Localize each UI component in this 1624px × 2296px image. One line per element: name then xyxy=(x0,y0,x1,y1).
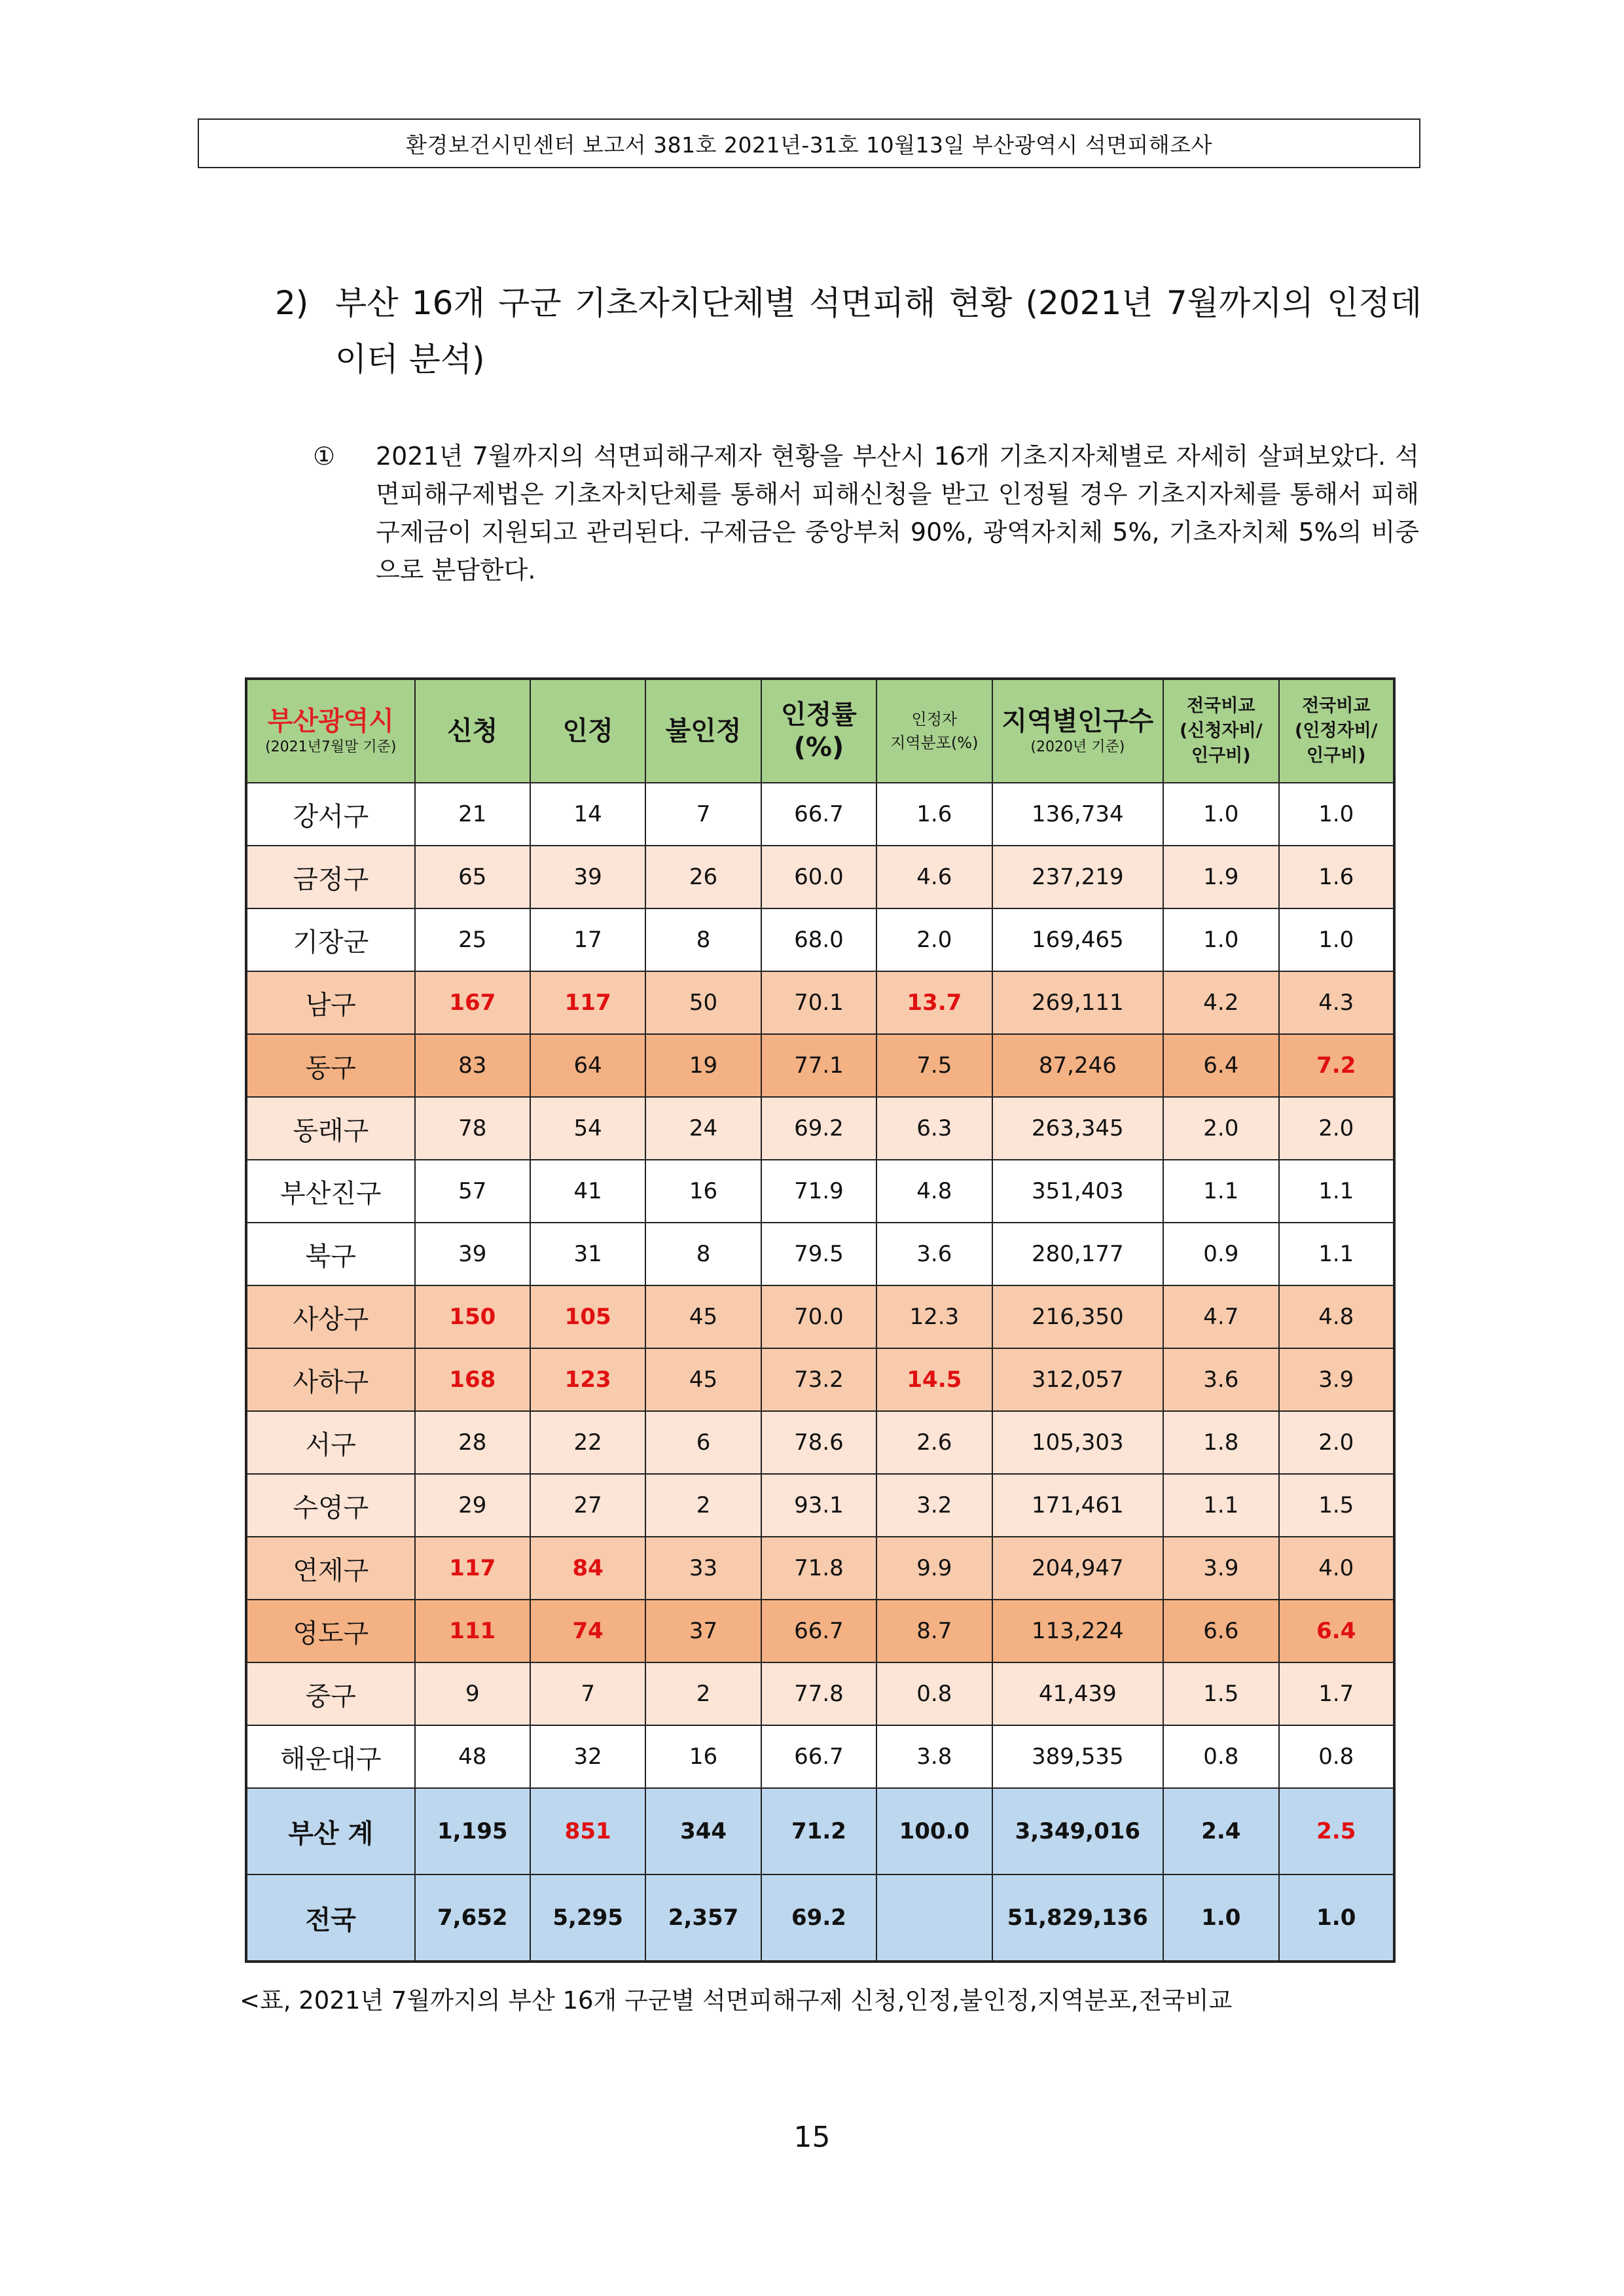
cell-dist: 7.5 xyxy=(876,1034,992,1097)
cell-approved: 39 xyxy=(530,846,645,908)
table-row xyxy=(246,1662,1394,1725)
cell-region: 영도구 xyxy=(246,1600,415,1662)
cell-rejected: 6 xyxy=(645,1411,761,1474)
cell-cmp-appr: 7.2 xyxy=(1279,1034,1394,1097)
table-row xyxy=(246,1034,1394,1097)
header-rate: 인정률 (%) xyxy=(761,679,876,783)
section-number: 2) xyxy=(275,284,309,322)
cell-dist: 8.7 xyxy=(876,1600,992,1662)
cell-apply: 57 xyxy=(415,1160,530,1223)
section-title-text: 부산 16개 구군 기초자치단체별 석면피해 현황 (2021년 7월까지의 인정데이터 분석) xyxy=(335,284,1422,378)
cell-rejected: 344 xyxy=(645,1788,761,1874)
cell-rejected: 2,357 xyxy=(645,1874,761,1962)
cell-dist: 13.7 xyxy=(876,971,992,1034)
cell-region: 남구 xyxy=(246,971,415,1034)
cell-apply: 78 xyxy=(415,1097,530,1160)
paragraph-text: 2021년 7월까지의 석면피해구제자 현황을 부산시 16개 기초지자체별로 자세히 살펴보았다. 석면피해구제법은 기초자치단체를 통해서 피해신청을 받고 인정될 경우 기초지자체를 통해서 피해구제금이 지원되고 관리된다. 구제금은 중앙부처 90%, 광역자치체 5%, 기초자치체 5%의 비중으로 분담한다. xyxy=(376,442,1419,584)
cell-pop: 41,439 xyxy=(992,1662,1164,1725)
cell-apply: 28 xyxy=(415,1411,530,1474)
cell-pop: 351,403 xyxy=(992,1160,1164,1223)
cell-approved: 54 xyxy=(530,1097,645,1160)
cell-dist: 3.8 xyxy=(876,1725,992,1788)
cell-pop: 3,349,016 xyxy=(992,1788,1164,1874)
cell-region: 사상구 xyxy=(246,1285,415,1348)
cell-cmp-apply: 4.7 xyxy=(1163,1285,1278,1348)
cell-rate: 69.2 xyxy=(761,1874,876,1962)
cell-approved: 123 xyxy=(530,1348,645,1411)
cell-rejected: 2 xyxy=(645,1474,761,1537)
table-row xyxy=(246,1348,1394,1411)
cell-pop: 51,829,136 xyxy=(992,1874,1164,1962)
cell-cmp-apply: 2.4 xyxy=(1163,1788,1278,1874)
cell-pop: 216,350 xyxy=(992,1285,1164,1348)
cell-dist: 2.6 xyxy=(876,1411,992,1474)
cell-approved: 5,295 xyxy=(530,1874,645,1962)
asbestos-data-table xyxy=(245,677,1396,1963)
cell-dist: 9.9 xyxy=(876,1537,992,1600)
cell-cmp-appr: 2.0 xyxy=(1279,1097,1394,1160)
cell-cmp-apply: 0.9 xyxy=(1163,1223,1278,1285)
cell-apply: 117 xyxy=(415,1537,530,1600)
cell-region: 동구 xyxy=(246,1034,415,1097)
cell-cmp-apply: 3.6 xyxy=(1163,1348,1278,1411)
cell-cmp-appr: 3.9 xyxy=(1279,1348,1394,1411)
cell-dist: 12.3 xyxy=(876,1285,992,1348)
cell-cmp-appr: 4.3 xyxy=(1279,971,1394,1034)
header-population: 지역별인구수 (2020년 기준) xyxy=(992,679,1164,783)
cell-dist: 0.8 xyxy=(876,1662,992,1725)
table-row xyxy=(246,971,1394,1034)
cell-rate: 71.8 xyxy=(761,1537,876,1600)
cell-approved: 27 xyxy=(530,1474,645,1537)
table-row xyxy=(246,1097,1394,1160)
cell-pop: 263,345 xyxy=(992,1097,1164,1160)
cell-rate: 66.7 xyxy=(761,1600,876,1662)
cell-rate: 78.6 xyxy=(761,1411,876,1474)
table-row xyxy=(246,1474,1394,1537)
cell-apply: 168 xyxy=(415,1348,530,1411)
cell-rate: 66.7 xyxy=(761,783,876,846)
cell-dist: 2.0 xyxy=(876,908,992,971)
cell-cmp-apply: 2.0 xyxy=(1163,1097,1278,1160)
cell-approved: 117 xyxy=(530,971,645,1034)
cell-region: 전국 xyxy=(246,1874,415,1962)
cell-dist: 3.6 xyxy=(876,1223,992,1285)
cell-rate: 69.2 xyxy=(761,1097,876,1160)
cell-rate: 68.0 xyxy=(761,908,876,971)
cell-region: 수영구 xyxy=(246,1474,415,1537)
cell-rejected: 37 xyxy=(645,1600,761,1662)
cell-region: 연제구 xyxy=(246,1537,415,1600)
cell-region: 부산진구 xyxy=(246,1160,415,1223)
cell-approved: 32 xyxy=(530,1725,645,1788)
cell-cmp-appr: 1.0 xyxy=(1279,1874,1394,1962)
cell-rate: 71.9 xyxy=(761,1160,876,1223)
header-rejected: 불인정 xyxy=(645,679,761,783)
cell-apply: 48 xyxy=(415,1725,530,1788)
table-row xyxy=(246,1160,1394,1223)
cell-region: 강서구 xyxy=(246,783,415,846)
cell-rejected: 16 xyxy=(645,1725,761,1788)
header-region: 부산광역시 (2021년7월말 기준) xyxy=(246,679,415,783)
table-row xyxy=(246,1874,1394,1962)
cell-rejected: 45 xyxy=(645,1348,761,1411)
cell-cmp-appr: 1.1 xyxy=(1279,1223,1394,1285)
report-header xyxy=(198,118,1420,168)
cell-cmp-appr: 1.0 xyxy=(1279,908,1394,971)
cell-rejected: 8 xyxy=(645,908,761,971)
cell-cmp-appr: 1.1 xyxy=(1279,1160,1394,1223)
cell-cmp-appr: 0.8 xyxy=(1279,1725,1394,1788)
cell-approved: 64 xyxy=(530,1034,645,1097)
cell-rejected: 7 xyxy=(645,783,761,846)
table-caption: <표, 2021년 7월까지의 부산 16개 구군별 석면피해구제 신청,인정,불인정,지역분포,전국비교 xyxy=(240,1986,1233,2015)
cell-apply: 25 xyxy=(415,908,530,971)
cell-approved: 84 xyxy=(530,1537,645,1600)
cell-cmp-apply: 1.1 xyxy=(1163,1474,1278,1537)
cell-approved: 17 xyxy=(530,908,645,971)
cell-apply: 1,195 xyxy=(415,1788,530,1874)
cell-apply: 83 xyxy=(415,1034,530,1097)
table-body xyxy=(246,783,1394,1962)
cell-dist: 4.8 xyxy=(876,1160,992,1223)
cell-cmp-apply: 1.1 xyxy=(1163,1160,1278,1223)
cell-rate: 70.1 xyxy=(761,971,876,1034)
cell-region: 사하구 xyxy=(246,1348,415,1411)
cell-cmp-appr: 1.6 xyxy=(1279,846,1394,908)
cell-dist: 100.0 xyxy=(876,1788,992,1874)
cell-apply: 7,652 xyxy=(415,1874,530,1962)
cell-pop: 204,947 xyxy=(992,1537,1164,1600)
cell-pop: 136,734 xyxy=(992,783,1164,846)
cell-cmp-apply: 1.9 xyxy=(1163,846,1278,908)
cell-approved: 31 xyxy=(530,1223,645,1285)
cell-pop: 269,111 xyxy=(992,971,1164,1034)
cell-rate: 60.0 xyxy=(761,846,876,908)
table-row xyxy=(246,846,1394,908)
cell-approved: 74 xyxy=(530,1600,645,1662)
cell-dist: 1.6 xyxy=(876,783,992,846)
cell-cmp-appr: 1.0 xyxy=(1279,783,1394,846)
cell-dist: 14.5 xyxy=(876,1348,992,1411)
cell-dist: 6.3 xyxy=(876,1097,992,1160)
header-approved: 인정 xyxy=(530,679,645,783)
cell-rejected: 2 xyxy=(645,1662,761,1725)
cell-apply: 65 xyxy=(415,846,530,908)
header-compare-approved: 전국비교 (인정자비/ 인구비) xyxy=(1279,679,1394,783)
cell-cmp-appr: 2.5 xyxy=(1279,1788,1394,1874)
table-row xyxy=(246,1788,1394,1874)
table-row xyxy=(246,1600,1394,1662)
cell-cmp-appr: 1.7 xyxy=(1279,1662,1394,1725)
cell-apply: 29 xyxy=(415,1474,530,1537)
cell-rejected: 26 xyxy=(645,846,761,908)
cell-dist: 3.2 xyxy=(876,1474,992,1537)
cell-rejected: 45 xyxy=(645,1285,761,1348)
cell-apply: 150 xyxy=(415,1285,530,1348)
cell-cmp-apply: 6.6 xyxy=(1163,1600,1278,1662)
cell-rejected: 19 xyxy=(645,1034,761,1097)
cell-region: 중구 xyxy=(246,1662,415,1725)
cell-pop: 105,303 xyxy=(992,1411,1164,1474)
cell-region: 기장군 xyxy=(246,908,415,971)
page-number: 15 xyxy=(793,2121,831,2154)
cell-rate: 77.8 xyxy=(761,1662,876,1725)
cell-apply: 111 xyxy=(415,1600,530,1662)
cell-cmp-apply: 3.9 xyxy=(1163,1537,1278,1600)
cell-cmp-apply: 6.4 xyxy=(1163,1034,1278,1097)
cell-approved: 41 xyxy=(530,1160,645,1223)
cell-rate: 71.2 xyxy=(761,1788,876,1874)
cell-region: 해운대구 xyxy=(246,1725,415,1788)
cell-pop: 113,224 xyxy=(992,1600,1164,1662)
cell-rejected: 50 xyxy=(645,971,761,1034)
table-row xyxy=(246,1725,1394,1788)
cell-rate: 93.1 xyxy=(761,1474,876,1537)
cell-rate: 77.1 xyxy=(761,1034,876,1097)
cell-approved: 851 xyxy=(530,1788,645,1874)
cell-apply: 9 xyxy=(415,1662,530,1725)
cell-rate: 73.2 xyxy=(761,1348,876,1411)
cell-approved: 105 xyxy=(530,1285,645,1348)
table-row xyxy=(246,1411,1394,1474)
cell-cmp-apply: 1.0 xyxy=(1163,1874,1278,1962)
cell-region: 금정구 xyxy=(246,846,415,908)
table-row xyxy=(246,908,1394,971)
table-header-row xyxy=(246,679,1394,783)
cell-cmp-appr: 2.0 xyxy=(1279,1411,1394,1474)
cell-rate: 70.0 xyxy=(761,1285,876,1348)
cell-pop: 237,219 xyxy=(992,846,1164,908)
cell-dist xyxy=(876,1874,992,1962)
cell-approved: 22 xyxy=(530,1411,645,1474)
header-apply: 신청 xyxy=(415,679,530,783)
header-distribution: 인정자 지역분포(%) xyxy=(876,679,992,783)
table-row xyxy=(246,1537,1394,1600)
cell-cmp-apply: 4.2 xyxy=(1163,971,1278,1034)
cell-apply: 39 xyxy=(415,1223,530,1285)
cell-cmp-apply: 1.0 xyxy=(1163,783,1278,846)
cell-approved: 14 xyxy=(530,783,645,846)
cell-cmp-appr: 4.0 xyxy=(1279,1537,1394,1600)
header-compare-apply: 전국비교 (신청자비/ 인구비) xyxy=(1163,679,1278,783)
cell-rejected: 8 xyxy=(645,1223,761,1285)
cell-apply: 167 xyxy=(415,971,530,1034)
cell-region: 동래구 xyxy=(246,1097,415,1160)
cell-pop: 389,535 xyxy=(992,1725,1164,1788)
cell-cmp-appr: 6.4 xyxy=(1279,1600,1394,1662)
table-row xyxy=(246,783,1394,846)
cell-cmp-apply: 1.8 xyxy=(1163,1411,1278,1474)
cell-dist: 4.6 xyxy=(876,846,992,908)
cell-rejected: 24 xyxy=(645,1097,761,1160)
table-row xyxy=(246,1285,1394,1348)
report-header-text: 환경보건시민센터 보고서 381호 2021년-31호 10월13일 부산광역시 석면피해조사 xyxy=(406,132,1212,158)
cell-region: 북구 xyxy=(246,1223,415,1285)
cell-cmp-appr: 1.5 xyxy=(1279,1474,1394,1537)
cell-pop: 169,465 xyxy=(992,908,1164,971)
paragraph-marker: ① xyxy=(313,442,336,471)
cell-pop: 87,246 xyxy=(992,1034,1164,1097)
cell-rate: 79.5 xyxy=(761,1223,876,1285)
cell-cmp-appr: 4.8 xyxy=(1279,1285,1394,1348)
table-row xyxy=(246,1223,1394,1285)
cell-cmp-apply: 1.5 xyxy=(1163,1662,1278,1725)
cell-region: 부산 계 xyxy=(246,1788,415,1874)
cell-pop: 280,177 xyxy=(992,1223,1164,1285)
cell-cmp-apply: 1.0 xyxy=(1163,908,1278,971)
cell-cmp-apply: 0.8 xyxy=(1163,1725,1278,1788)
cell-rate: 66.7 xyxy=(761,1725,876,1788)
cell-pop: 171,461 xyxy=(992,1474,1164,1537)
cell-approved: 7 xyxy=(530,1662,645,1725)
cell-region: 서구 xyxy=(246,1411,415,1474)
cell-pop: 312,057 xyxy=(992,1348,1164,1411)
cell-rejected: 33 xyxy=(645,1537,761,1600)
cell-apply: 21 xyxy=(415,783,530,846)
cell-rejected: 16 xyxy=(645,1160,761,1223)
